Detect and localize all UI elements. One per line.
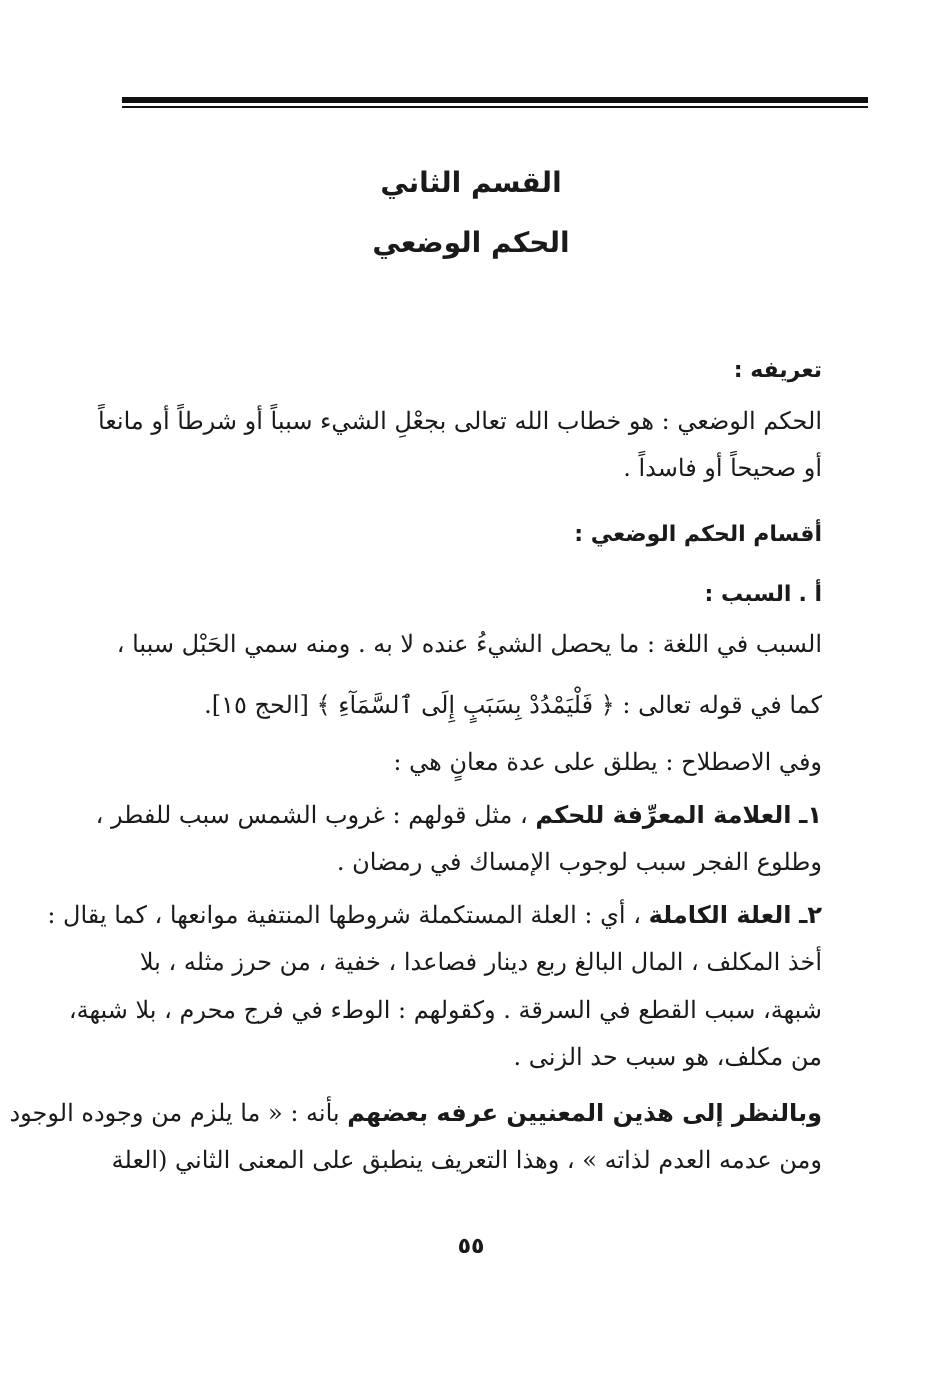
item-2-line-1 (47, 898, 822, 932)
definition-line-2: أو صحيحاً أو فاسداً . (623, 454, 822, 482)
header-rule-thick (122, 97, 868, 103)
sabab-heading: السبب : (704, 582, 792, 607)
item-2-line-2: أخذ المكلف ، المال البالغ ربع دينار فصاعدا ، خفية ، من حرز مثله ، بلا (139, 948, 822, 976)
item-1-line-1 (96, 798, 822, 832)
term-line: وفي الاصطلاح : يطلق على عدة معانٍ هي : (393, 748, 822, 776)
sabab-letter: أ . (798, 582, 822, 607)
item-2-line-3: شبهة، سبب القطع في السرقة . وكقولهم : الوطء في فرج محرم ، بلا شبهة، (68, 996, 822, 1024)
item-1-line-2: وطلوع الفجر سبب لوجوب الإمساك في رمضان . (336, 848, 822, 876)
item-1-term: العلامة المعرِّفة للحكم (535, 801, 792, 829)
page-number: ٥٥ (457, 1234, 485, 1259)
closing-line-1 (9, 1096, 822, 1130)
definition-line-1: الحكم الوضعي : هو خطاب الله تعالى بجعْلِ الشيء سبباً أو شرطاً أو مانعاً (98, 407, 822, 435)
definition-heading: تعريفه : (733, 358, 822, 383)
divisions-heading: أقسام الحكم الوضعي : (574, 522, 822, 547)
section-title: القسم الثاني (380, 166, 562, 199)
item-2-line-4: من مكلف، هو سبب حد الزنى . (513, 1043, 822, 1071)
item-2-number: ٢ـ (799, 901, 822, 929)
closing-rest: بأنه : « ما يلزم من وجوده الوجود (9, 1099, 348, 1127)
item-1-rest: ، مثل قولهم : غروب الشمس سبب للفطر ، (95, 801, 536, 829)
section-subtitle: الحكم الوضعي (372, 226, 570, 259)
item-1-number: ١ـ (799, 801, 822, 829)
header-rule-thin (122, 106, 868, 108)
sabab-heading-row (705, 578, 822, 612)
lang-line-1: السبب في اللغة : ما يحصل الشيءُ عنده لا به . ومنه سمي الحَبْل سببا ، (116, 630, 822, 658)
closing-bold: وبالنظر إلى هذين المعنيين عرفه بعضهم (347, 1099, 822, 1127)
item-2-term: العلة الكاملة (648, 901, 792, 929)
closing-line-2: ومن عدمه العدم لذاته » ، وهذا التعريف ينطبق على المعنى الثاني (العلة (111, 1146, 822, 1174)
item-2-rest: ، أي : العلة المستكملة شروطها المنتفية موانعها ، كما يقال : (47, 901, 649, 929)
lang-line-2: كما في قوله تعالى : ﴿ فَلْيَمْدُدْ بِسَبَبٍ إِلَى ٱلسَّمَآءِ ﴾ [الحج ١٥]. (204, 691, 822, 719)
